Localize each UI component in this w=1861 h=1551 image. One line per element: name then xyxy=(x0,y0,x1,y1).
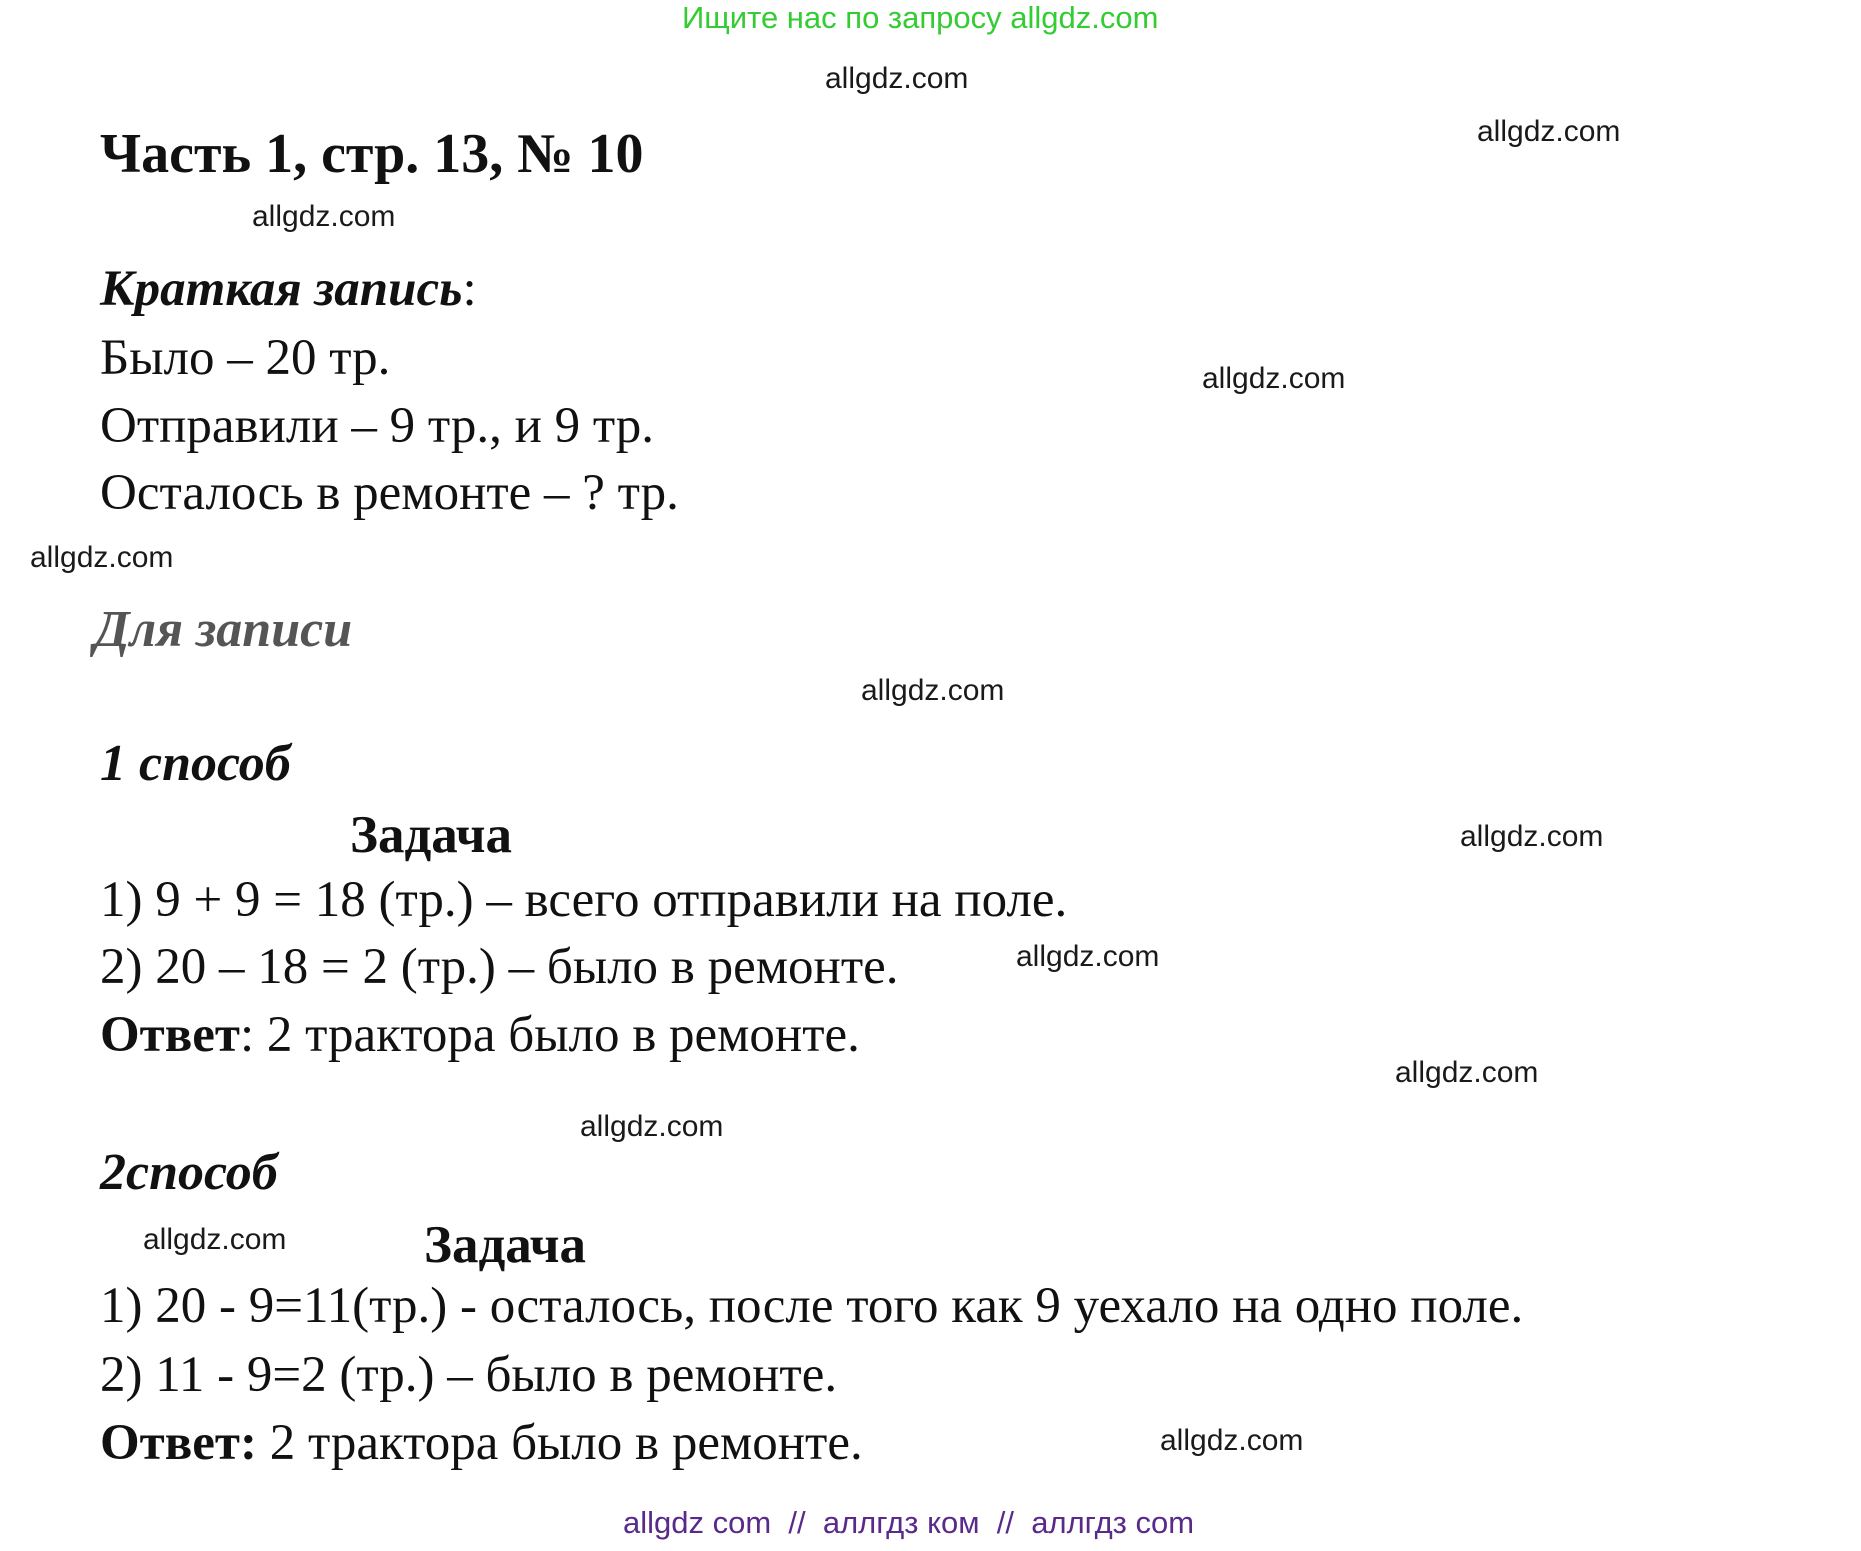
short-record-line: Осталось в ремонте – ? тр. xyxy=(100,465,679,521)
method1-step: 2) 20 – 18 = 2 (тр.) – было в ремонте. xyxy=(100,939,899,995)
watermark: allgdz.com xyxy=(1016,940,1160,973)
short-record-line: Отправили – 9 тр., и 9 тр. xyxy=(100,398,655,454)
watermark: allgdz.com xyxy=(861,674,1005,707)
method2-answer-label: Ответ: xyxy=(100,1415,257,1471)
watermark: allgdz.com xyxy=(143,1223,287,1256)
method2-answer-text: 2 трактора было в ремонте. xyxy=(256,1415,863,1471)
method1-step: 1) 9 + 9 = 18 (тр.) – всего отправили на поле. xyxy=(100,872,1068,928)
method2-step: 2) 11 - 9=2 (тр.) – было в ремонте. xyxy=(100,1347,838,1403)
short-record-line: Было – 20 тр. xyxy=(100,330,391,386)
watermark: allgdz.com xyxy=(30,541,174,574)
method1-heading: 1 способ xyxy=(100,735,291,792)
watermark: allgdz.com xyxy=(252,200,396,233)
method1-answer xyxy=(100,1006,860,1064)
watermark: allgdz.com xyxy=(1460,820,1604,853)
method2-answer xyxy=(100,1414,863,1472)
method2-heading: 2способ xyxy=(100,1144,278,1201)
method1-answer-text: : 2 трактора было в ремонте. xyxy=(239,1007,860,1063)
page-title: Часть 1, стр. 13, № 10 xyxy=(100,123,644,185)
watermark: allgdz.com xyxy=(1202,362,1346,395)
bottom-banner: allgdz com // аллгдз ком // аллгдз com xyxy=(623,1505,1195,1540)
method1-task-label: Задача xyxy=(350,806,513,864)
watermark: allgdz.com xyxy=(1477,115,1621,148)
short-record-heading: Краткая запись xyxy=(100,261,463,317)
method1-answer-label: Ответ xyxy=(100,1007,240,1063)
top-banner: Ищите нас по запросу allgdz.com xyxy=(682,0,1159,35)
for-record-heading: Для записи xyxy=(94,601,353,658)
watermark: allgdz.com xyxy=(1160,1424,1304,1457)
watermark: allgdz.com xyxy=(1395,1056,1539,1089)
method2-step: 1) 20 - 9=11(тр.) - осталось, после того как 9 уехало на одно поле. xyxy=(100,1278,1524,1334)
short-record-colon: : xyxy=(462,261,477,317)
watermark: allgdz.com xyxy=(580,1110,724,1143)
watermark: allgdz.com xyxy=(825,62,969,95)
method2-task-label: Задача xyxy=(424,1216,587,1274)
short-record-heading-line xyxy=(100,260,477,318)
